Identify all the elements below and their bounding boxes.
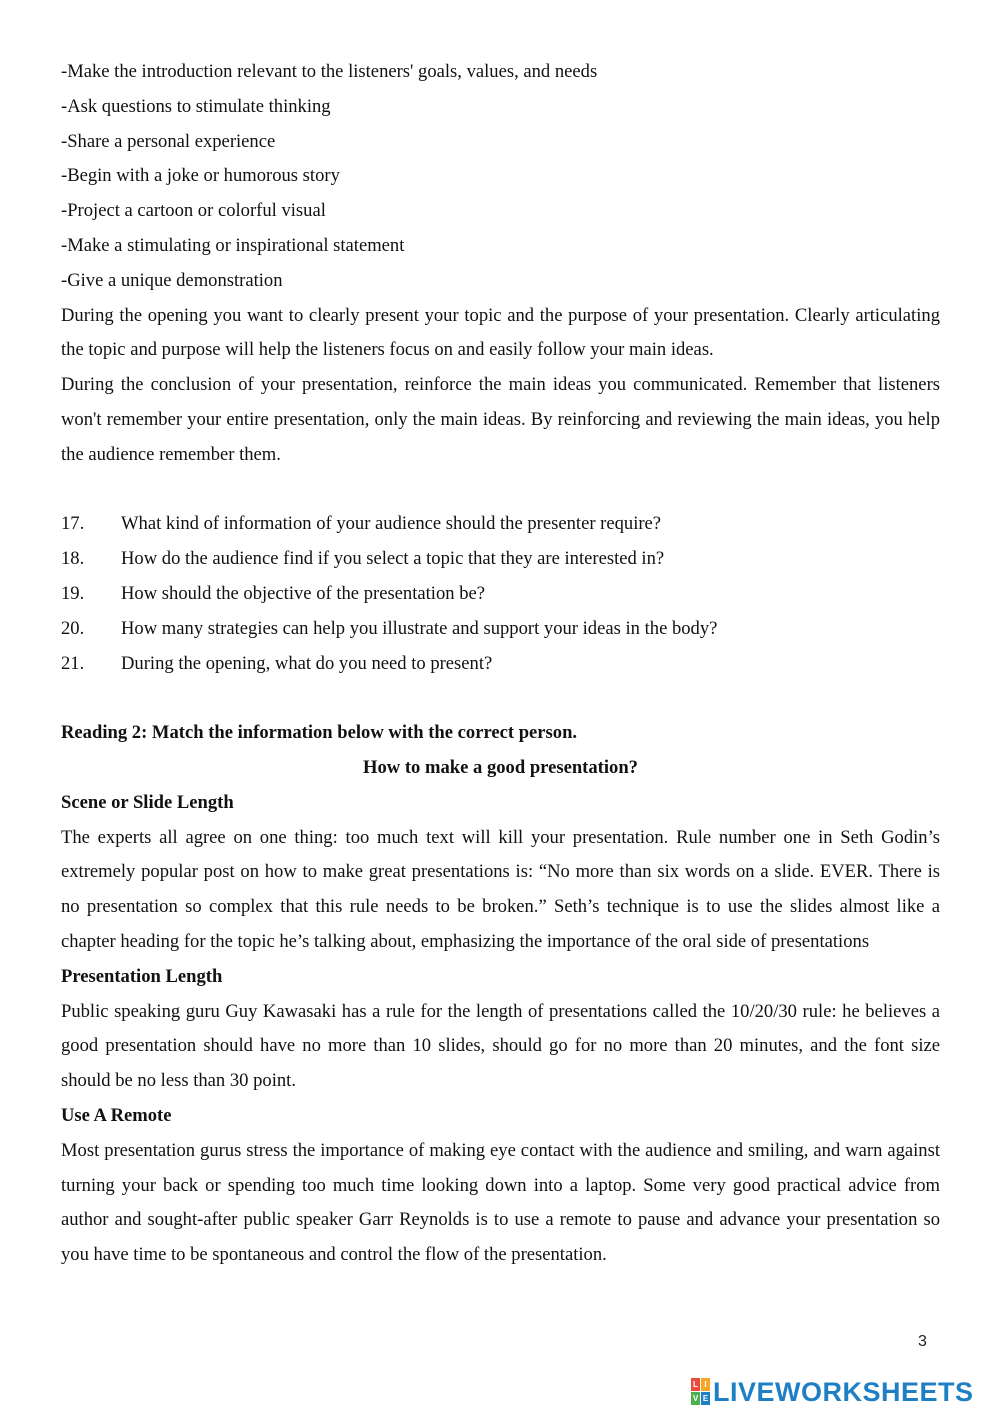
conclusion-paragraph: During the conclusion of your presentation, reinforce the main ideas you communicated. Remember that listeners won't remember your entire presentation, only the main ideas. By reinforcing and reviewing the main ideas, you help the audience remember them. bbox=[61, 374, 940, 465]
question-number: 20. bbox=[61, 617, 85, 639]
liveworksheets-logo bbox=[691, 1374, 974, 1410]
intro-tip: -Make a stimulating or inspirational statement bbox=[61, 234, 405, 256]
section-use-remote bbox=[61, 1099, 940, 1273]
question-text: How many strategies can help you illustrate and support your ideas in the body? bbox=[121, 617, 718, 639]
intro-tip: -Project a cartoon or colorful visual bbox=[61, 200, 326, 222]
question-list bbox=[61, 507, 940, 681]
intro-tip: -Make the introduction relevant to the listeners' goals, values, and needs bbox=[61, 61, 598, 82]
intro-tip: -Ask questions to stimulate thinking bbox=[61, 95, 331, 117]
intro-tip: -Begin with a joke or humorous story bbox=[61, 165, 340, 187]
intro-tips-list bbox=[61, 55, 940, 299]
section-body: Public speaking guru Guy Kawasaki has a rule for the length of presentations called the 10/20/30 rule: he believes a good presentation should have no more than 10 slides, should go for no more than 20 minutes, and the font size should be no less than 30 point. bbox=[61, 1000, 940, 1092]
question-text: What kind of information of your audience should the presenter require? bbox=[121, 513, 662, 535]
section-heading: Scene or Slide Length bbox=[61, 791, 234, 813]
section-presentation-length bbox=[61, 960, 940, 1099]
liveworksheets-logo-icon bbox=[691, 1378, 711, 1406]
logo-tile: I bbox=[701, 1378, 710, 1391]
page-number: 3 bbox=[918, 1333, 927, 1350]
reading2-title: How to make a good presentation? bbox=[363, 756, 638, 778]
intro-tip: -Give a unique demonstration bbox=[61, 269, 283, 291]
section-heading: Presentation Length bbox=[61, 965, 223, 987]
reading2-instruction: Reading 2: Match the information below with the correct person. bbox=[61, 722, 578, 744]
question-text: How should the objective of the presentation be? bbox=[121, 582, 486, 604]
question-item bbox=[61, 507, 940, 542]
question-item bbox=[61, 647, 940, 682]
logo-tile: L bbox=[691, 1378, 700, 1391]
question-number: 19. bbox=[61, 582, 85, 604]
question-number: 18. bbox=[61, 548, 85, 570]
logo-tile: E bbox=[702, 1394, 709, 1403]
intro-tip: -Share a personal experience bbox=[61, 130, 276, 152]
question-number: 17. bbox=[61, 513, 85, 535]
question-item bbox=[61, 577, 940, 612]
section-heading: Use A Remote bbox=[61, 1104, 172, 1126]
question-item bbox=[61, 612, 940, 647]
document-page bbox=[61, 55, 940, 1273]
logo-tile: V bbox=[692, 1394, 699, 1403]
question-item bbox=[61, 542, 940, 577]
question-text: How do the audience find if you select a topic that they are interested in? bbox=[121, 548, 665, 570]
section-slide-length bbox=[61, 786, 940, 960]
section-body: Most presentation gurus stress the importance of making eye contact with the audience and smiling, and warn against turning your back or spending too much time looking down into a laptop. Some very good practical advice from author and sought-after public speaker Garr Reynolds is to use a remote to pause and advance your presentation so you have time to be spontaneous and control the flow of the presentation. bbox=[61, 1139, 940, 1266]
section-body: The experts all agree on one thing: too much text will kill your presentation. Rule number one in Seth Godin’s extremely popular post on how to make great presentations is: “No more than six words on a slide. EVER. There is no presentation so complex that this rule needs to be broken.” Seth’s technique is to use the slides almost like a chapter heading for the topic he’s talking about, emphasizing the importance of the oral side of presentations bbox=[61, 826, 940, 952]
question-number: 21. bbox=[61, 652, 85, 674]
opening-paragraph: During the opening you want to clearly present your topic and the purpose of your presentation. Clearly articulating the topic and purpose will help the listeners focus on and easily follow your main ideas. bbox=[61, 304, 940, 361]
liveworksheets-logo-text: LIVEWORKSHEETS bbox=[713, 1376, 974, 1407]
question-text: During the opening, what do you need to present? bbox=[121, 652, 493, 674]
